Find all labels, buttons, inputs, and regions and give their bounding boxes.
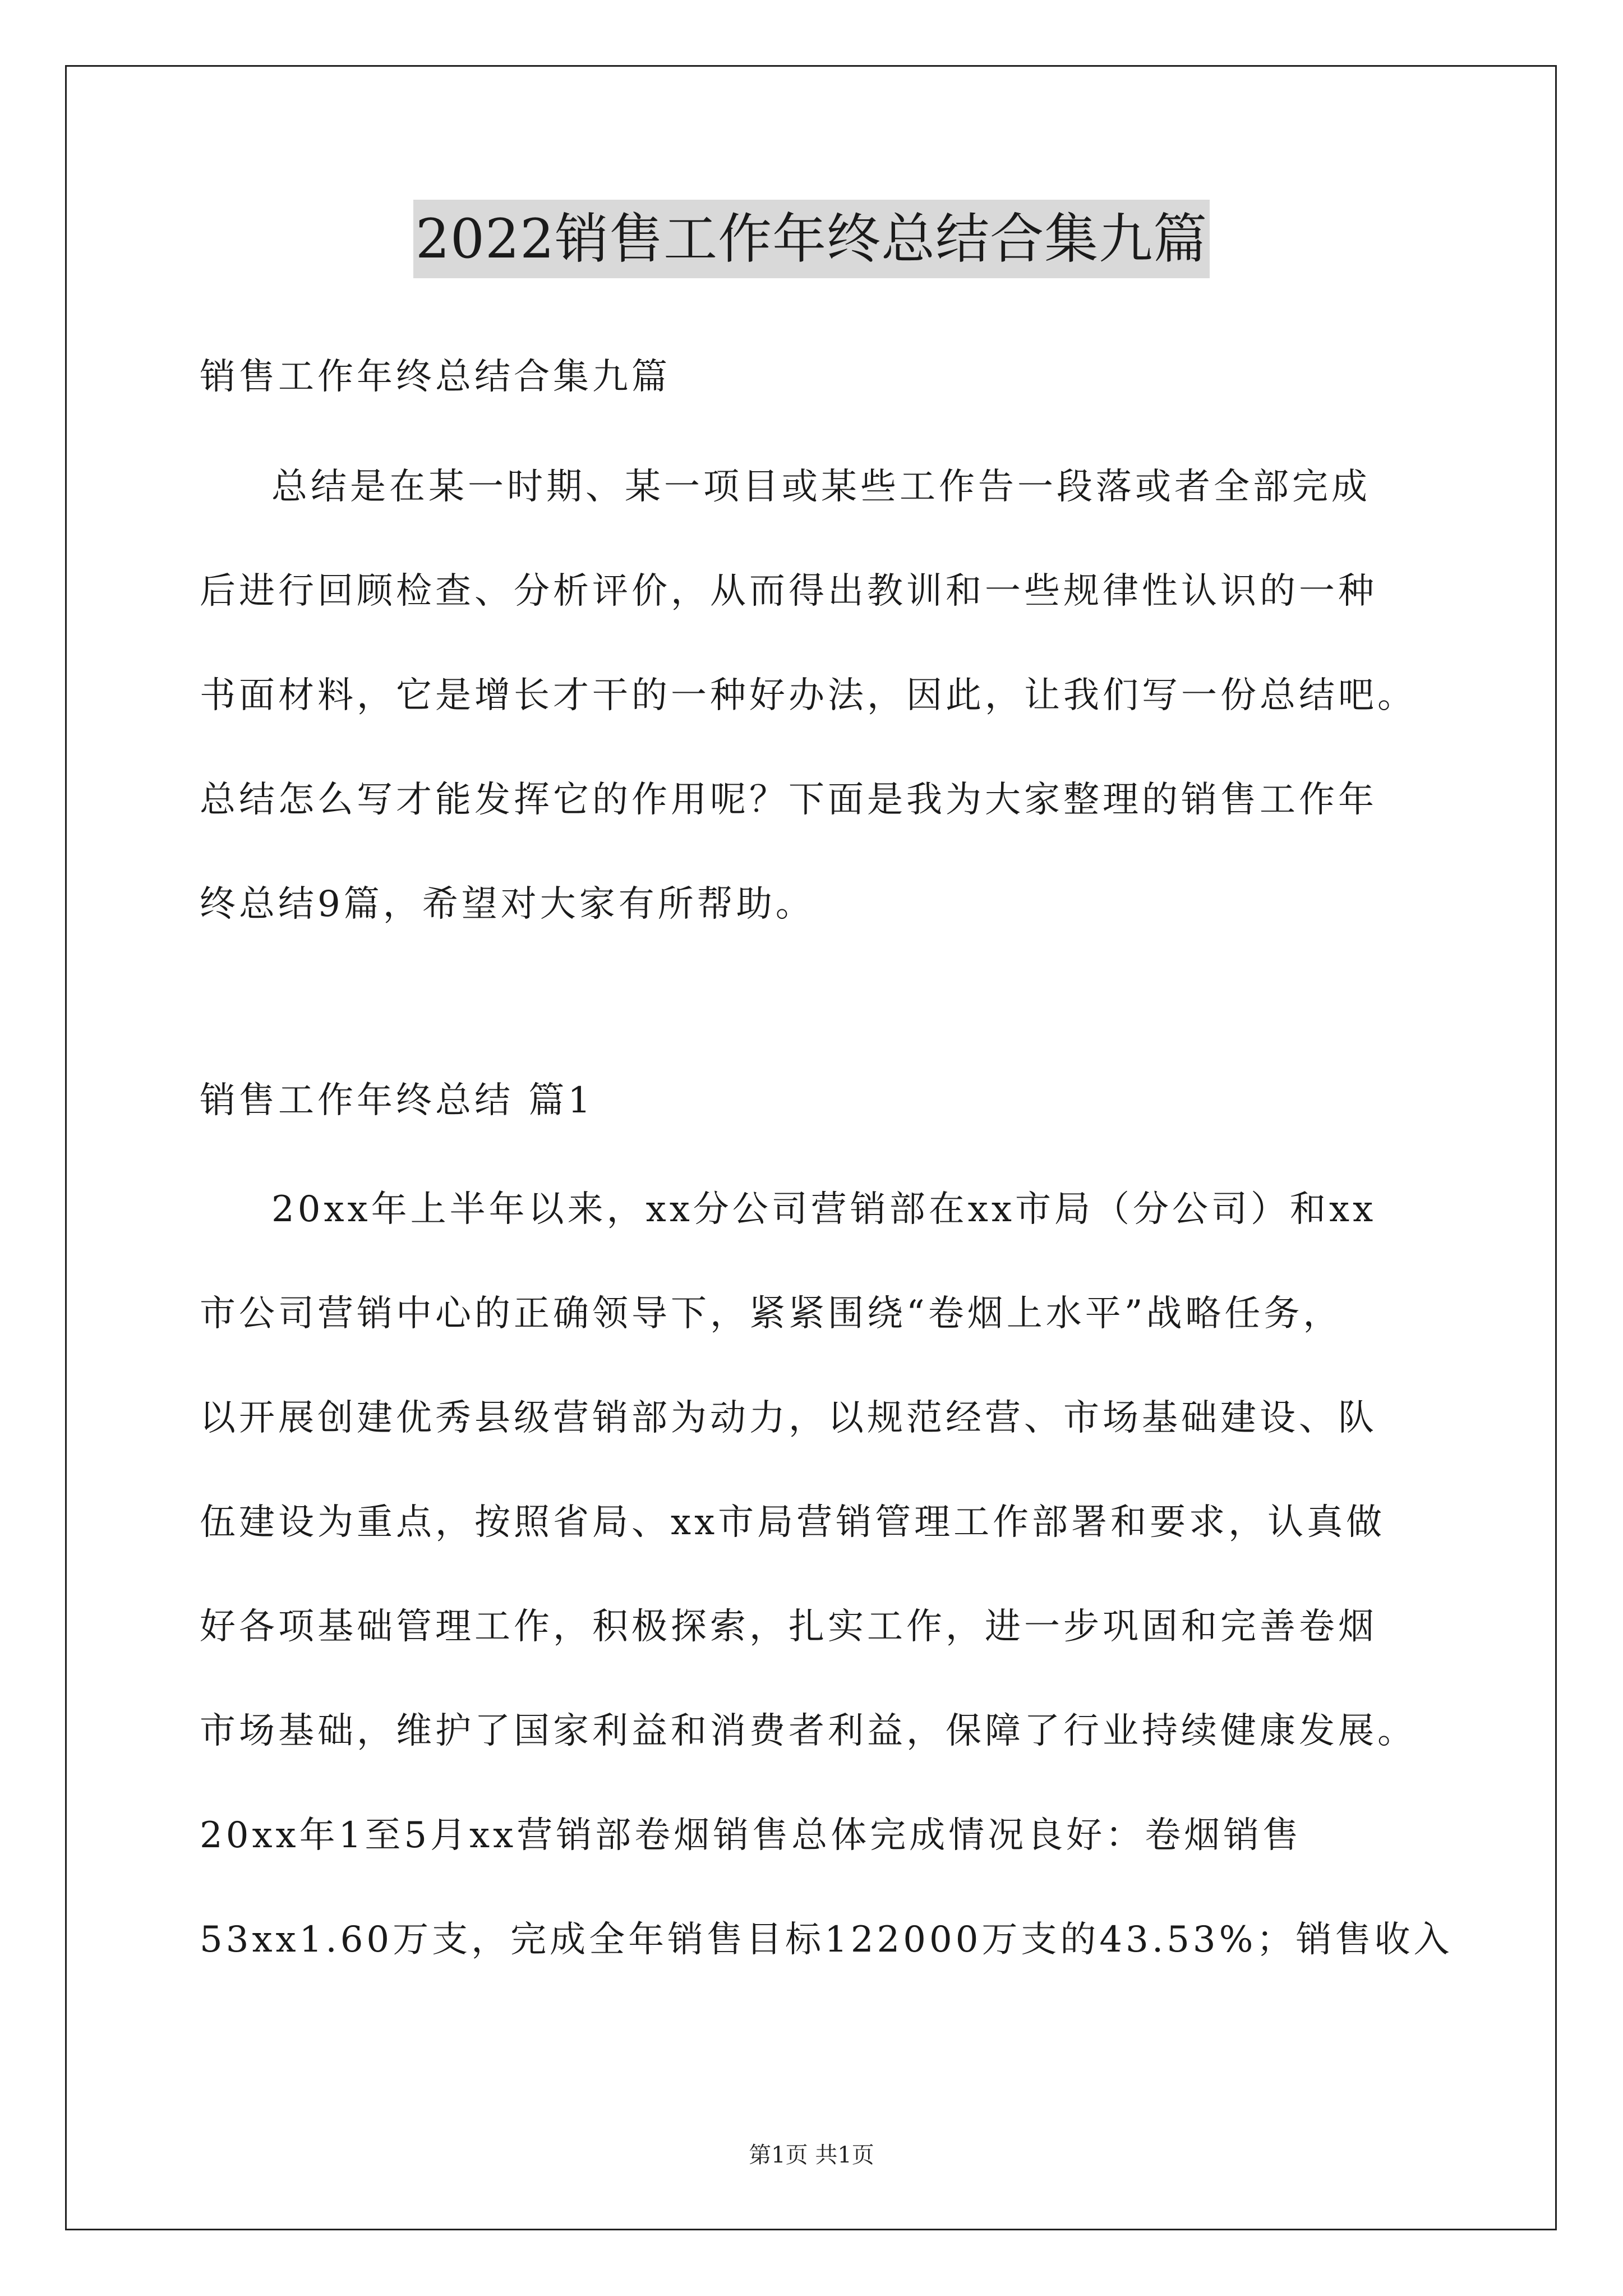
paragraph-line: 53xx1.60万支，完成全年销售目标122000万支的43.53%；销售收入 xyxy=(200,1919,1453,1961)
paragraph-line: 终总结9篇，希望对大家有所帮助。 xyxy=(200,884,815,925)
document-title: 2022销售工作年终总结合集九篇 xyxy=(413,200,1210,278)
paragraph-line: 总结是在某一时期、某一项目或某些工作告一段落或者全部完成 xyxy=(271,466,1371,508)
paragraph-line: 书面材料，它是增长才干的一种好办法，因此，让我们写一份总结吧。 xyxy=(200,675,1417,716)
paragraph-line: 20xx年上半年以来，xx分公司营销部在xx市局（分公司）和xx xyxy=(271,1189,1377,1230)
paragraph-line: 后进行回顾检查、分析评价，从而得出教训和一些规律性认识的一种 xyxy=(200,570,1377,612)
paragraph-line: 市场基础，维护了国家利益和消费者利益，保障了行业持续健康发展。 xyxy=(200,1710,1417,1752)
paragraph-line: 市公司营销中心的正确领导下，紧紧围绕“卷烟上水平”战略任务， xyxy=(200,1293,1343,1335)
page-footer: 第1页 共1页 xyxy=(749,2142,874,2168)
paragraph-line: 以开展创建优秀县级营销部为动力，以规范经营、市场基础建设、队 xyxy=(200,1397,1377,1439)
paragraph-line: 总结怎么写才能发挥它的作用呢？下面是我为大家整理的销售工作年 xyxy=(200,779,1377,821)
paragraph-line: 伍建设为重点，按照省局、xx市局营销管理工作部署和要求，认真做 xyxy=(200,1502,1386,1543)
subtitle-line: 销售工作年终总结合集九篇 xyxy=(200,356,671,398)
section-heading: 销售工作年终总结 篇1 xyxy=(200,1080,594,1121)
paragraph-line: 好各项基础管理工作，积极探索，扎实工作，进一步巩固和完善卷烟 xyxy=(200,1606,1377,1648)
title-container xyxy=(0,200,1623,278)
paragraph-line: 20xx年1至5月xx营销部卷烟销售总体完成情况良好：卷烟销售 xyxy=(200,1815,1302,1856)
